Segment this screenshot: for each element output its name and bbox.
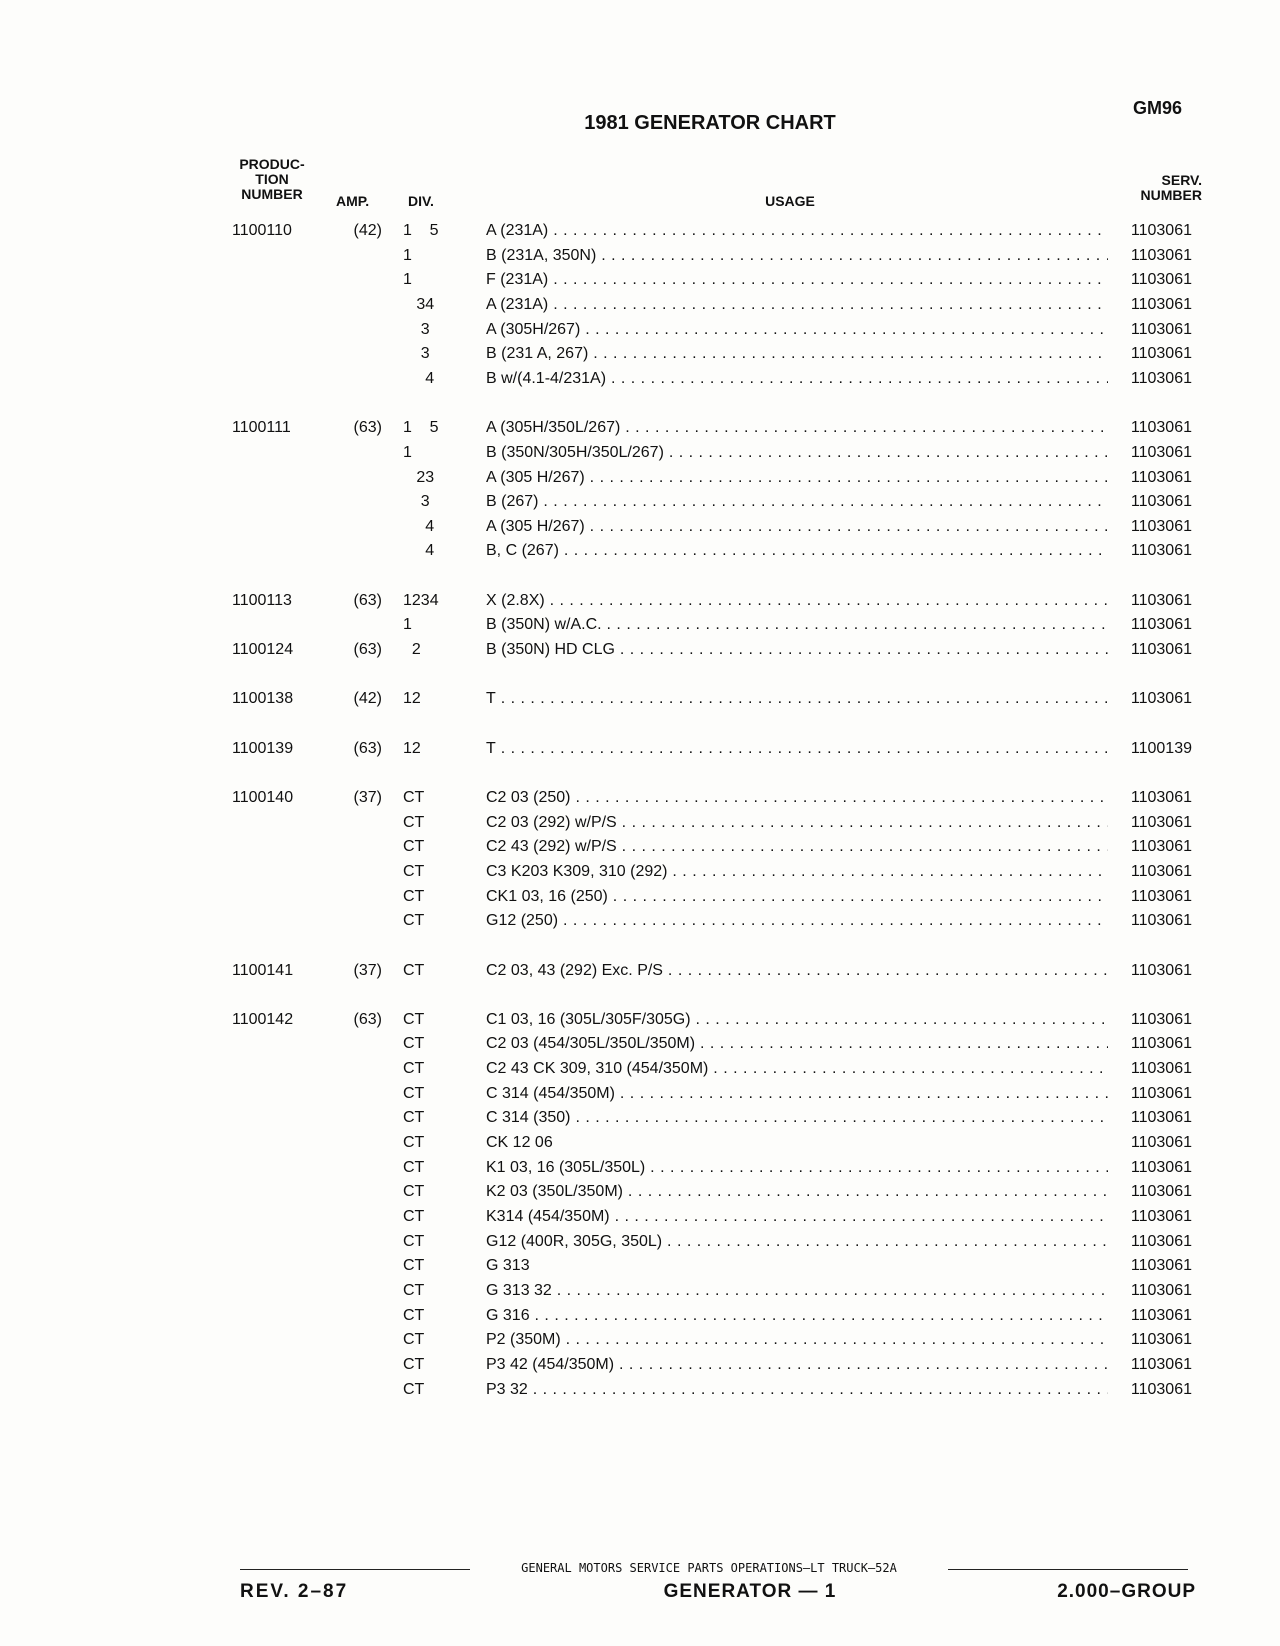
usage: G 316 . . . — [486, 1304, 1108, 1328]
service-number: 1103061 — [1130, 1183, 1192, 1200]
usage: K1 03, 16 (305L/350L) . . . — [486, 1156, 1108, 1180]
service-number: 1103061 — [1130, 1159, 1192, 1176]
service-number: 1103061 — [1130, 1109, 1192, 1126]
usage: C1 03, 16 (305L/305F/305G) . . . — [486, 1008, 1108, 1032]
service-number: 1103061 — [1130, 1331, 1192, 1348]
amperage: (63) — [353, 641, 382, 658]
column-header-production-number: PRODUC- TION NUMBER — [239, 156, 305, 202]
division: 1234 — [403, 592, 439, 609]
division: CT — [403, 1356, 425, 1373]
amperage: (37) — [353, 962, 382, 979]
division: 1 5 — [403, 222, 439, 239]
table-row — [0, 786, 1280, 810]
division: CT — [403, 1208, 425, 1225]
table-row — [0, 1131, 1280, 1155]
service-number: 1103061 — [1130, 912, 1192, 929]
service-number: 1103061 — [1130, 1085, 1192, 1102]
service-number: 1103061 — [1130, 592, 1192, 609]
division: CT — [403, 912, 425, 929]
table-row — [0, 539, 1280, 563]
division: 4 — [403, 370, 435, 387]
service-number: 1103061 — [1130, 493, 1192, 510]
service-number: 1103061 — [1130, 1233, 1192, 1250]
usage: G 313 32 . . . — [486, 1279, 1108, 1303]
table-row — [0, 1032, 1280, 1056]
division: CT — [403, 888, 425, 905]
division: 2 — [403, 641, 421, 658]
amperage: (63) — [353, 740, 382, 757]
service-number: 1103061 — [1130, 518, 1192, 535]
service-number: 1103061 — [1130, 1282, 1192, 1299]
table-row — [0, 885, 1280, 909]
service-number: 1103061 — [1130, 1307, 1192, 1324]
table-row — [0, 466, 1280, 490]
table-row — [0, 959, 1280, 983]
production-number: 1100111 — [232, 419, 291, 436]
service-number: 1103061 — [1130, 296, 1192, 313]
service-number: 1103061 — [1130, 1208, 1192, 1225]
document-code: GM96 — [1133, 98, 1183, 118]
division: 1 — [403, 271, 412, 288]
page-title: 1981 GENERATOR CHART — [584, 112, 836, 134]
production-number: 1100124 — [232, 641, 294, 658]
service-number: 1103061 — [1130, 1011, 1192, 1028]
column-header-usage: USAGE — [765, 193, 815, 209]
usage: B w/(4.1-4/231A) . . . — [486, 367, 1108, 391]
table-row — [0, 515, 1280, 539]
table-row — [0, 638, 1280, 662]
usage: CK 12 06 — [486, 1134, 553, 1151]
table-row — [0, 244, 1280, 268]
division: CT — [403, 814, 425, 831]
column-header-serv-number: SERV. NUMBER — [1140, 172, 1202, 203]
division: 1 5 — [403, 419, 439, 436]
table-row — [0, 219, 1280, 243]
usage: C2 03 (250) . . . — [486, 786, 1108, 810]
division: CT — [403, 1159, 425, 1176]
table-row — [0, 860, 1280, 884]
footer-rule-right — [948, 1569, 1188, 1570]
usage: A (305H/350L/267) . . . — [486, 416, 1108, 440]
division: CT — [403, 1011, 425, 1028]
usage: A (305 H/267) . . . — [486, 466, 1108, 490]
table-row — [0, 737, 1280, 761]
table-row — [0, 1279, 1280, 1303]
usage: T . . . — [486, 737, 1108, 761]
usage: G12 (250) . . . — [486, 909, 1108, 933]
usage: G12 (400R, 305G, 350L) . . . — [486, 1230, 1108, 1254]
division: 3 — [403, 345, 430, 362]
usage: C 314 (350) . . . — [486, 1106, 1108, 1130]
usage: P3 42 (454/350M) . . . — [486, 1353, 1108, 1377]
usage: C2 43 CK 309, 310 (454/350M) . . . — [486, 1057, 1108, 1081]
table-row — [0, 1082, 1280, 1106]
division: CT — [403, 962, 425, 979]
service-number: 1103061 — [1130, 863, 1192, 880]
usage: A (231A) . . . — [486, 219, 1108, 243]
division: CT — [403, 1035, 425, 1052]
service-number: 1103061 — [1130, 838, 1192, 855]
service-number: 1103061 — [1130, 1035, 1192, 1052]
table-row — [0, 293, 1280, 317]
usage: CK1 03, 16 (250) . . . — [486, 885, 1108, 909]
table-row — [0, 1106, 1280, 1130]
table-row — [0, 1328, 1280, 1352]
division: CT — [403, 1257, 425, 1274]
division: CT — [403, 1307, 425, 1324]
footer-rule-left — [240, 1569, 470, 1570]
column-header-div: DIV. — [408, 193, 434, 209]
production-number: 1100140 — [232, 789, 294, 806]
service-number: 1103061 — [1130, 271, 1192, 288]
table-row — [0, 1205, 1280, 1229]
table-row — [0, 1057, 1280, 1081]
amperage: (42) — [353, 690, 382, 707]
usage: B (231 A, 267) . . . — [486, 342, 1108, 366]
service-number: 1103061 — [1130, 1257, 1192, 1274]
service-number: 1103061 — [1130, 1060, 1192, 1077]
table-row — [0, 441, 1280, 465]
amperage: (63) — [353, 419, 382, 436]
usage: B (350N/305H/350L/267) . . . — [486, 441, 1108, 465]
table-row — [0, 268, 1280, 292]
service-number: 1103061 — [1130, 888, 1192, 905]
table-row — [0, 613, 1280, 637]
usage: B (267) . . . — [486, 490, 1108, 514]
service-number: 1103061 — [1130, 789, 1192, 806]
service-number: 1103061 — [1130, 222, 1192, 239]
table-row — [0, 1230, 1280, 1254]
usage: X (2.8X) . . . — [486, 589, 1108, 613]
table-row — [0, 1378, 1280, 1402]
production-number: 1100113 — [232, 592, 292, 609]
usage: B (350N) HD CLG . . . — [486, 638, 1108, 662]
usage: C3 K203 K309, 310 (292) . . . — [486, 860, 1108, 884]
footer-revision: REV. 2–87 — [240, 1581, 349, 1602]
production-number: 1100142 — [232, 1011, 294, 1028]
service-number: 1103061 — [1130, 690, 1192, 707]
table-row — [0, 1254, 1280, 1278]
table-row — [0, 318, 1280, 342]
division: CT — [403, 838, 425, 855]
usage: B (231A, 350N) . . . — [486, 244, 1108, 268]
division: 3 — [403, 321, 430, 338]
table-row — [0, 1180, 1280, 1204]
service-number: 1103061 — [1130, 419, 1192, 436]
amperage: (63) — [353, 592, 382, 609]
table-row — [0, 1156, 1280, 1180]
division: 1 — [403, 444, 412, 461]
division: 1 — [403, 616, 412, 633]
table-row — [0, 367, 1280, 391]
table-row — [0, 909, 1280, 933]
division: CT — [403, 1233, 425, 1250]
service-number: 1103061 — [1130, 962, 1192, 979]
table-row — [0, 342, 1280, 366]
division: CT — [403, 1331, 425, 1348]
amperage: (37) — [353, 789, 382, 806]
footer-publisher: GENERAL MOTORS SERVICE PARTS OPERATIONS—LT TRUCK—52A — [521, 1561, 897, 1575]
service-number: 1103061 — [1130, 641, 1192, 658]
division: CT — [403, 1282, 425, 1299]
usage: A (231A) . . . — [486, 293, 1108, 317]
division: CT — [403, 789, 425, 806]
usage: T . . . — [486, 687, 1108, 711]
usage: P3 32 . . . — [486, 1378, 1108, 1402]
service-number: 1100139 — [1130, 740, 1192, 757]
usage: K2 03 (350L/350M) . . . — [486, 1180, 1108, 1204]
service-number: 1103061 — [1130, 814, 1192, 831]
column-header-amp: AMP. — [336, 193, 370, 209]
usage: F (231A) . . . — [486, 268, 1108, 292]
service-number: 1103061 — [1130, 247, 1192, 264]
usage: C2 03 (454/305L/350L/350M) . . . — [486, 1032, 1108, 1056]
division: CT — [403, 1085, 425, 1102]
service-number: 1103061 — [1130, 1356, 1192, 1373]
table-row — [0, 1304, 1280, 1328]
table-row — [0, 416, 1280, 440]
division: 1 — [403, 247, 412, 264]
division: CT — [403, 1060, 425, 1077]
usage: B (350N) w/A.C. . . . — [486, 613, 1108, 637]
service-number: 1103061 — [1130, 616, 1192, 633]
footer-section: GENERATOR — 1 — [663, 1581, 837, 1602]
table-row — [0, 811, 1280, 835]
service-number: 1103061 — [1130, 345, 1192, 362]
table-row — [0, 1353, 1280, 1377]
table-row — [0, 687, 1280, 711]
division: 3 — [403, 493, 430, 510]
division: 23 — [403, 469, 435, 486]
usage: C2 03 (292) w/P/S . . . — [486, 811, 1108, 835]
division: 4 — [403, 518, 435, 535]
usage: A (305 H/267) . . . — [486, 515, 1108, 539]
division: 12 — [403, 690, 421, 707]
division: 12 — [403, 740, 421, 757]
division: 4 — [403, 542, 435, 559]
usage: B, C (267) . . . — [486, 539, 1108, 563]
division: CT — [403, 1381, 425, 1398]
amperage: (42) — [353, 222, 382, 239]
division: CT — [403, 1109, 425, 1126]
service-number: 1103061 — [1130, 370, 1192, 387]
production-number: 1100139 — [232, 740, 294, 757]
amperage: (63) — [353, 1011, 382, 1028]
table-row — [0, 835, 1280, 859]
service-number: 1103061 — [1130, 542, 1192, 559]
usage: K314 (454/350M) . . . — [486, 1205, 1108, 1229]
usage: P2 (350M) . . . — [486, 1328, 1108, 1352]
production-number: 1100138 — [232, 690, 294, 707]
usage: A (305H/267) . . . — [486, 318, 1108, 342]
production-number: 1100110 — [232, 222, 292, 239]
division: CT — [403, 863, 425, 880]
service-number: 1103061 — [1130, 444, 1192, 461]
table-row — [0, 589, 1280, 613]
service-number: 1103061 — [1130, 469, 1192, 486]
table-row — [0, 490, 1280, 514]
footer-group: 2.000–GROUP — [1057, 1581, 1196, 1602]
service-number: 1103061 — [1130, 1381, 1192, 1398]
production-number: 1100141 — [232, 962, 294, 979]
division: CT — [403, 1183, 425, 1200]
division: 34 — [403, 296, 435, 313]
service-number: 1103061 — [1130, 321, 1192, 338]
usage: G 313 — [486, 1257, 530, 1274]
usage: C2 03, 43 (292) Exc. P/S . . . — [486, 959, 1108, 983]
division: CT — [403, 1134, 425, 1151]
usage: C 314 (454/350M) . . . — [486, 1082, 1108, 1106]
usage: C2 43 (292) w/P/S . . . — [486, 835, 1108, 859]
table-row — [0, 1008, 1280, 1032]
service-number: 1103061 — [1130, 1134, 1192, 1151]
